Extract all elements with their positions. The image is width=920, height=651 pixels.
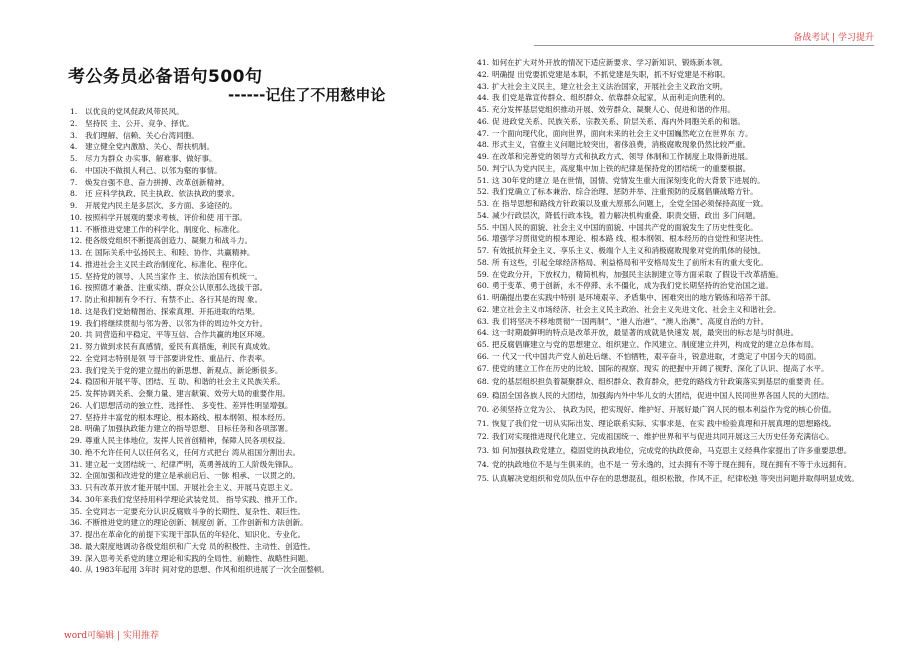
item-text: 在 国际关系中弘扬民主、和睦、协作、共赢精神。 (85, 248, 255, 257)
list-item (70, 541, 465, 553)
item-number: 29. (70, 436, 83, 445)
item-number: 19. (70, 318, 83, 328)
list-item (477, 139, 867, 151)
item-text: 党的基层组织担负着凝聚群众、组织群众、教育群众，把党的路线方针政策落实到基层的重要责 任。 (492, 377, 829, 387)
list-item (477, 351, 867, 363)
list-item (477, 210, 867, 222)
item-number: 75. (477, 473, 490, 483)
item-text: 不断推进党建工作的科学化、制度化、标准化。 (85, 224, 245, 234)
item-number: 28. (70, 424, 83, 434)
item-text: 建立健全党内激励、关心、帮扶机制。 (85, 142, 215, 152)
item-number: 48. (477, 140, 490, 150)
item-number: 64. (477, 328, 490, 338)
list-item (477, 257, 867, 269)
list-item (70, 165, 465, 177)
item-number: 25. (70, 389, 83, 398)
list-item (477, 104, 867, 116)
list-item (477, 92, 867, 104)
list-item (70, 517, 465, 529)
list-item (70, 141, 465, 153)
item-text: 扩大社会主义民主，建立社会主义法治国家，开展社会主义政治文明。 (492, 81, 728, 91)
list-item (70, 447, 465, 459)
item-number: 5. (70, 154, 78, 163)
list-item (477, 327, 867, 339)
list-item (477, 151, 867, 163)
item-text: 不断推进党的建立的理论创新、制度创 新、工作创新和方法创新。 (85, 518, 308, 528)
item-text: 所 有这些，引起全球经济格局、利益格局和平安格局发生了前所未有的重大变化。 (492, 257, 768, 267)
item-number: 34. (70, 494, 83, 504)
item-number: 54. (477, 210, 490, 220)
list-item (477, 116, 867, 128)
list-item (70, 118, 465, 130)
item-number: 3. (70, 130, 78, 140)
list-item (477, 445, 867, 457)
item-number: 74. (477, 459, 490, 469)
item-number: 41. (477, 58, 490, 67)
item-number: 73. (477, 446, 490, 455)
item-number: 32. (70, 471, 83, 481)
list-item (70, 376, 465, 388)
item-number: 72. (477, 432, 490, 442)
list-item (477, 431, 867, 443)
item-number: 42. (477, 69, 490, 79)
item-number: 4. (70, 142, 78, 152)
item-number: 18. (70, 306, 83, 316)
item-text: 必须坚持立党为公、 执政为民，把实现好、维护好、开展好最广润人民的根本利益作为党的核心价值。 (492, 404, 837, 414)
list-item (70, 482, 465, 494)
item-text: 还 应科学执政、民主执政、依法执政的要求。 (85, 189, 240, 199)
item-text: 判宁认为党内民主，高度集中加上铁的纪律是保持党的团结统一的重要根据。 (492, 163, 751, 173)
item-text: 使各级党组织不断提高创造力、凝聚力和战斗力。 (85, 236, 253, 246)
item-number: 27. (70, 412, 83, 422)
item-text: 认真解决党组织和党员队伍中存在的思想混乱，组织松散，作风不正，纪律松弛 等突出问题并取得明显成效。 (492, 473, 859, 483)
item-text: 30年来我们党坚持用科学理论武装党员、 指导实践、推开工作。 (85, 494, 303, 504)
list-item (70, 506, 465, 518)
item-number: 66. (477, 351, 490, 361)
list-item (477, 269, 867, 281)
list-item (70, 365, 465, 377)
item-number: 11. (70, 224, 83, 234)
list-item (477, 57, 867, 69)
item-text: 中国人民的面貌、社会主义中国的面貌、中国共产党的面貌发生了历史性变化。 (492, 222, 758, 232)
item-number: 23. (70, 365, 83, 375)
list-item (477, 339, 867, 351)
item-text: 坚持民 主、公开、竞争、择优。 (85, 118, 194, 128)
item-number: 7. (70, 177, 78, 187)
item-text: 建立社会主义市场经济、社会主义民主政治、社会主义先进文化、社会主义和谐社会。 (492, 304, 781, 314)
item-text: 促 进政党关系、民族关系、宗教关系、阶层关系、海内外同胞关系的和谐。 (492, 116, 746, 126)
list-item (70, 341, 465, 353)
item-text: 我 们党是靠宣传群众、组织群众、依靠群众起家，从而利走向胜利的。 (492, 93, 730, 103)
list-item (70, 271, 465, 283)
item-number: 26. (70, 400, 83, 410)
item-text: 发挥协调关系、会聚力量、建言献策、效劳大局的重要作用。 (85, 389, 291, 398)
list-item (70, 353, 465, 365)
item-number: 24. (70, 377, 83, 387)
item-number: 52. (477, 187, 490, 197)
list-item (477, 363, 867, 375)
list-item (477, 280, 867, 292)
item-number: 61. (477, 293, 490, 302)
item-number: 17. (70, 295, 83, 304)
list-item (70, 494, 465, 506)
item-text: 党的执政地位不是与生俱来的，也不是一 劳永逸的，过去拥有不等于现在拥有，现在拥有不等于永远拥有。 (492, 459, 852, 469)
item-text: 坚持并丰富党的根本理论、根本路线、根本纲领、根本经历。 (85, 412, 291, 422)
list-item (70, 423, 465, 435)
item-text: 这是我们党始精图治、探索真理、开拓进取的结果。 (85, 306, 260, 316)
item-text: 这 30年党的建立 是在世情，国情、党情发生重大而深刻变化的大背景下进展的。 (492, 175, 765, 185)
list-item (70, 153, 465, 165)
item-number: 44. (477, 93, 490, 103)
item-text: 一 代又一代中国共产党人前赴后继、不怕牺牲，艰辛奋斗，锐意进取，才奠定了中国今天的局面。 (492, 351, 821, 361)
item-text: 形式主义，官僚主义问题比较突出，奢侈浪费，消极腐败现象仍然比较严重。 (492, 140, 751, 150)
item-text: 开展党内民主是多层次、多方面、多途径的。 (85, 201, 237, 210)
item-number: 33. (70, 483, 83, 492)
list-item (70, 259, 465, 271)
item-text: 深入思考关系党的建立理论和实践的全局性、前瞻性、战略性问题。 (85, 553, 313, 563)
list-item (477, 304, 867, 316)
list-item (477, 316, 867, 328)
item-text: 减少行政层次，降低行政本钱，着力解决机构重叠、职责交错、政出 多门问题。 (492, 210, 761, 220)
list-item (70, 564, 465, 576)
list-item (70, 247, 465, 259)
item-number: 49. (477, 152, 490, 161)
list-item (70, 553, 465, 565)
list-item (477, 198, 867, 210)
list-item (70, 188, 465, 200)
item-number: 38. (70, 541, 83, 551)
item-number: 70. (477, 404, 490, 414)
item-text: 我 们将坚决不移地贯彻“一国两制”、“港人治港”、“澳人治澳”、高度自治的方针。 (492, 316, 769, 326)
list-item (70, 106, 465, 118)
item-number: 10. (70, 212, 83, 222)
item-text: 如 何加强执政党建立，稳固党的执政地位，完成党的执政使命，马克思主义经典作家提出了许多重要思想。 (492, 446, 852, 455)
item-number: 30. (70, 447, 83, 457)
item-text: 我们将继续贯彻与邻为善、以邻为伴的周边外交方针。 (85, 318, 268, 328)
item-number: 15. (70, 271, 83, 281)
list-item (70, 435, 465, 447)
item-number: 63. (477, 316, 490, 326)
list-item (70, 224, 465, 236)
list-item (70, 318, 465, 330)
item-number: 12. (70, 236, 83, 246)
item-number: 43. (477, 81, 490, 91)
item-text: 在 指导思想和路线方针政策以及重大原那么问题上，全党全国必须保持高度一致。 (492, 199, 768, 208)
list-item (477, 222, 867, 234)
list-item (70, 412, 465, 424)
list-item (70, 459, 465, 471)
item-text: 使党的建立工作在历史的比较、国际的视察、现实 的把握中开阔了视野、深化了认识、提高了水平。 (492, 363, 829, 373)
item-number: 67. (477, 363, 490, 373)
item-number: 36. (70, 518, 83, 528)
item-number: 57. (477, 246, 490, 255)
item-text: 这一时期最鲜明的特点是改革开放，最显著的成就是快速发 展，最突出的标志是与时俱进。 (492, 328, 799, 338)
list-item (477, 81, 867, 93)
list-item (70, 177, 465, 189)
right-column (477, 57, 867, 484)
item-text: 推进社会主义民主政治制度化、标准化、程序化。 (85, 259, 253, 269)
item-number: 1. (70, 107, 78, 116)
list-item (477, 163, 867, 175)
item-text: 明确提 出党要抓党建是本职，不抓党建是失职，抓不好党建是不称职。 (492, 69, 730, 79)
item-number: 58. (477, 257, 490, 267)
item-text: 以优良的党风促政风带民风。 (85, 107, 184, 116)
item-text: 共 同营造和平稳定、平等互信、合作共赢的地区环境。 (85, 330, 270, 340)
list-item (477, 128, 867, 140)
item-number: 20. (70, 330, 83, 340)
item-number: 14. (70, 259, 83, 269)
item-text: 一个面向现代化，面向世界，面向未来的社会主义中国巍然屹立在世界东 方。 (492, 128, 753, 138)
item-number: 37. (70, 530, 83, 539)
list-item (70, 470, 465, 482)
item-number: 9. (70, 201, 78, 210)
item-text: 按照德才兼备、注重实绩、群众公认原那么选拔干部。 (85, 283, 268, 293)
item-number: 71. (477, 418, 490, 428)
page-title: 考公务员必备语句500句 (68, 67, 263, 87)
item-text: 我们党确立了标本兼治、综合治理、惩防并举、注重预防的反腐倡廉战略方针。 (492, 187, 758, 197)
item-number: 60. (477, 281, 490, 291)
item-number: 46. (477, 116, 490, 126)
list-item (70, 388, 465, 400)
item-number: 22. (70, 353, 83, 363)
item-number: 51. (477, 175, 490, 185)
item-number: 21. (70, 342, 83, 351)
item-number: 47. (477, 128, 490, 138)
item-text: 在党政分开，下放权力，精简机构，加强民主法制建立等方面采取 了假设干改革措施。 (492, 269, 783, 279)
list-item (70, 329, 465, 341)
item-text: 明确提出要在实践中特别 是环境艰辛、矛盾集中、困难突出的地方锻炼和培养干部。 (492, 293, 776, 302)
item-number: 13. (70, 248, 83, 257)
item-text: 坚持党的领导、人民当家作 主、依法治国有机统一。 (85, 271, 263, 281)
item-text: 增强学习贯彻党的根本理论、根本路 线、根本纲领、根本经历的自觉性和坚决性。 (492, 234, 768, 244)
item-text: 焕发自强不息、奋力拼搏、改革创新精神。 (85, 177, 230, 187)
item-number: 35. (70, 506, 83, 516)
item-text: 按照科学开展观的要求考核、评价和使 用干部。 (85, 212, 247, 222)
item-text: 从 1983年起用 3年时 间对党的思想、作风和组织进展了一次全面整顿。 (85, 565, 330, 575)
item-number: 69. (477, 391, 490, 400)
list-item (477, 459, 867, 471)
list-item (477, 233, 867, 245)
list-item (70, 130, 465, 142)
item-text: 明确了加强执政能力建立的指导思想、 目标任务和各项部署。 (85, 424, 293, 434)
item-text: 有效抵抗拜金主义、享乐主义、极端个人主义和消极腐败现象对党的肌体的侵蚀。 (492, 246, 766, 255)
list-item (70, 400, 465, 412)
item-text: 全党同志特别是领 导干部要讲党性、重品行、作表率。 (85, 353, 270, 363)
item-text: 我们党关于党的建立提出的新思想、新观点、新论断很多。 (85, 365, 283, 375)
list-item (477, 418, 867, 430)
header-tag: 备战考试 | 学习提升 (534, 30, 874, 46)
item-number: 8. (70, 189, 78, 199)
list-item (477, 292, 867, 304)
item-text: 建立起一支团结统一、纪律严明，英勇善战的工人阶级先锋队。 (85, 459, 298, 469)
item-number: 59. (477, 269, 490, 279)
list-item (70, 294, 465, 306)
item-text: 尊重人民主体地位，发挥人民首创精神，保障人民各项权益。 (85, 436, 291, 445)
item-text: 只有改革开放才能开展中国、开展社会主义、开展马克思主义。 (85, 483, 298, 492)
item-number: 40. (70, 565, 83, 575)
item-number: 2. (70, 118, 78, 128)
item-text: 努力做到求民有真感情，爱民有真措施，利民有真成效。 (85, 342, 275, 351)
item-text: 最大限度地调动各级党组织和广大党 员的积极性、主动性、创造性。 (85, 541, 316, 551)
item-text: 全党同志一定要充分认识反腐败斗争的长期性、复杂性、艰巨性。 (85, 506, 306, 516)
list-item (477, 404, 867, 416)
list-item (477, 390, 867, 402)
item-number: 53. (477, 199, 490, 208)
item-text: 人们思想活动的独立性、选择性、 多变性、差异性明显增强。 (85, 400, 293, 410)
item-text: 稳固和开展平等、团结、互 助、和谐的社会主义民族关系。 (85, 377, 285, 387)
item-text: 我们对实现推进现代化建立、完成祖国统一、维护世界和平与促进共同开展这三大历史任务充满信心。 (492, 432, 834, 442)
item-number: 16. (70, 283, 83, 293)
item-text: 把反腐倡廉建立与党的思想建立、组织建立、作风建立、制度建立并列，构成党的建立总体布局。 (492, 340, 819, 349)
item-text: 全面加强和改进党的建立是承前启后、一脉 相承、一以贯之的。 (85, 471, 301, 481)
item-text: 防止和抑制有令不行、有禁不止、各行其是的现 象。 (85, 295, 263, 304)
page-subtitle: ------记住了不用愁申论 (228, 86, 386, 104)
item-number: 68. (477, 377, 490, 387)
list-item (477, 473, 867, 485)
list-item (70, 212, 465, 224)
item-text: 如何在扩大对外开放的情况下适应新要求、学习新知识、锻炼新本领。 (492, 58, 728, 67)
item-text: 尽力为群众 办实事、解难事、做好事。 (85, 154, 217, 163)
footer-tag: word可编辑 | 实用推荐 (64, 631, 159, 641)
item-number: 62. (477, 304, 490, 314)
item-text: 绝不允许任何人以任何名义，任何方式把台 湾从祖国分割出去。 (85, 447, 301, 457)
list-item (70, 282, 465, 294)
list-item (70, 529, 465, 541)
list-item (477, 376, 867, 388)
item-text: 提出在革命化的前提下实现干部队伍的年轻化、知识化、专业化。 (85, 530, 306, 539)
left-column (70, 106, 465, 576)
item-number: 56. (477, 234, 490, 244)
item-text: 勇于变革、勇于创新，永不停滞、永不僵化，成为我们党长期坚持的治党治国之道。 (492, 281, 773, 291)
item-text: 稳固全国各族人民的大团结，加强海内外中华儿女的大团结，促进中国人民同世界各国人民的大团结。 (492, 391, 834, 400)
item-number: 6. (70, 165, 78, 175)
item-number: 55. (477, 222, 490, 232)
item-number: 31. (70, 459, 83, 469)
item-number: 65. (477, 340, 490, 349)
list-item (477, 245, 867, 257)
list-item (70, 306, 465, 318)
list-item (477, 175, 867, 187)
item-text: 恢复了我们党一切从实际出发、理论联系实际、实事求是、在实 践中检验真理和开展真理的思想路线。 (492, 418, 837, 428)
list-item (477, 186, 867, 198)
list-item (70, 200, 465, 212)
item-text: 在改革和完善党的领导方式和执政方式、领导 体制和工作制度上取得新进展。 (492, 152, 753, 161)
item-number: 39. (70, 553, 83, 563)
item-number: 50. (477, 163, 490, 173)
item-text: 中国决不做损人利己、以邻为壑的事情。 (85, 165, 222, 175)
item-text: 我们理解、信赖、关心台湾同胞。 (85, 130, 199, 140)
item-number: 45. (477, 105, 490, 114)
list-item (70, 235, 465, 247)
list-item (477, 69, 867, 81)
item-text: 充分发挥基层党组织推动开展、效劳群众、凝聚人心、促进和谐的作用。 (492, 105, 735, 114)
